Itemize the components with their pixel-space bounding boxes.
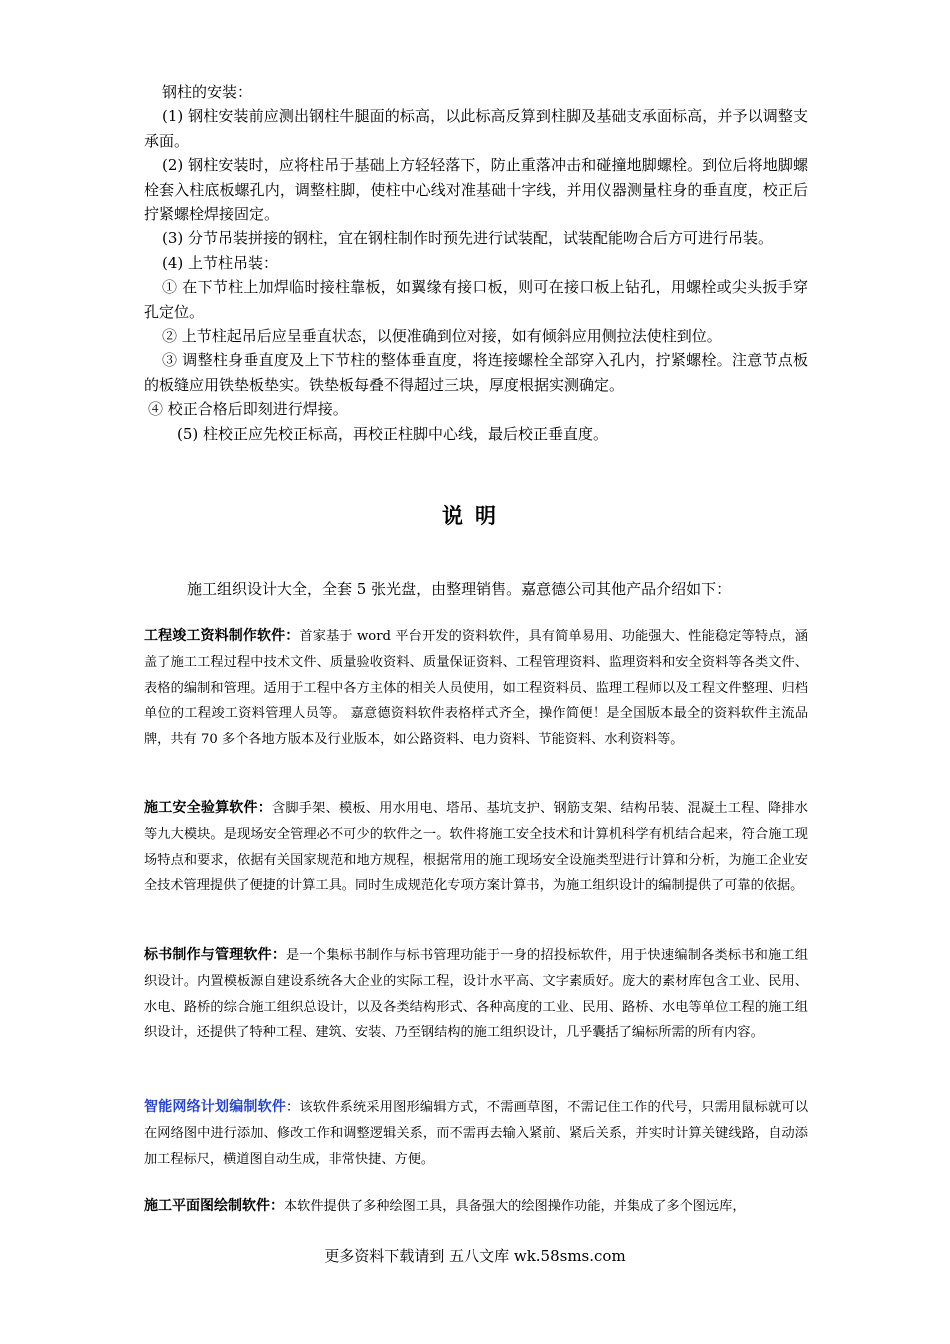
product-description (144, 1194, 808, 1220)
product-name: 工程竣工资料制作软件： (144, 628, 300, 644)
product-text: 是一个集标书制作与标书管理功能于一身的招投标软件，用于快速编制各类标书和施工组织设计。内置模板源自建设系统各大企业的实际工程，设计水平高、文字素质好。庞大的素材库包含工业、民用、水电、路桥的综合施工组织总设计，以及各类结构形式、各种高度的工业、民用、路桥、水电等单位工程的施工组织设计，还提供了特种工程、建筑、安装、乃至钢结构的施工组织设计，几乎囊括了编标所需的所有内容。 (144, 948, 809, 1041)
paragraph-step-1: (1) 钢柱安装前应测出钢柱牛腿面的标高，以此标高反算到柱脚及基础支承面标高，并予以调整支承面。 (144, 107, 808, 150)
product-block (144, 1194, 808, 1220)
paragraph-step-5: (5) 柱校正应先校正标高，再校正柱脚中心线，最后校正垂直度。 (177, 424, 609, 443)
substep-4: ④ 校正合格后即刻进行焊接。 (148, 400, 348, 419)
product-description (144, 943, 808, 1046)
section-heading: 钢柱的安装： (162, 83, 253, 101)
paragraph-step-4: (4) 上节柱吊装： (162, 253, 279, 272)
notes-intro: 施工组织设计大全，全套 5 张光盘，由整理销售。嘉意德公司其他产品介绍如下： (187, 580, 732, 598)
product-block (144, 1095, 808, 1172)
product-text: 本软件提供了多种绘图工具，具备强大的绘图操作功能，并集成了多个图远库， (284, 1199, 746, 1214)
product-text: ：该软件系统采用图形编辑方式，不需画草图，不需记住工作的代号，只需用鼠标就可以在网络图中进行添加、修改工作和调整逻辑关系，而不需再去输入紧前、紧后关系，并实时计算关键线路，自动添加工程标尺，横道图自动生成，非常快捷、方便。 (144, 1100, 809, 1167)
product-text: 首家基于 word 平台开发的资料软件，具有简单易用、功能强大、性能稳定等特点，涵盖了施工工程过程中技术文件、质量验收资料、质量保证资料、工程管理资料、监理资料和安全资料等各类文件、表格的编制和管理。适用于工程中各方主体的相关人员使用，如工程资料员、监理工程师以及工程文件整理、归档单位的工程竣工资料管理人员等。 嘉意德资料软件表格样式齐全，操作简便！是全国版本最全的资料软件主流品牌，共有 70 多个各地方版本及行业版本，如公路资料、电力资料、节能资料、水利资料等。 (144, 629, 808, 748)
product-name: 标书制作与管理软件： (144, 947, 287, 963)
product-block (144, 943, 808, 1046)
product-block (144, 624, 808, 753)
product-name-link[interactable]: 智能网络计划编制软件 (144, 1099, 287, 1115)
steel-column-installation-section (144, 80, 808, 446)
paragraph-step-3: (3) 分节吊装拼接的钢柱，宜在钢柱制作时预先进行试装配，试装配能吻合后方可进行吊装。 (162, 229, 774, 248)
product-name: 施工平面图绘制软件： (144, 1198, 284, 1214)
product-description (144, 796, 808, 899)
substep-3: ③ 调整柱身垂直度及上下节柱的整体垂直度，将连接螺栓全部穿入孔内，拧紧螺栓。注意节点板的板缝应用铁垫板垫实。铁垫板每叠不得超过三块，厚度根据实测确定。 (144, 351, 808, 394)
notes-title: 说明 (442, 504, 508, 528)
substep-1: ① 在下节柱上加焊临时接柱靠板，如翼缘有接口板，则可在接口板上钻孔，用螺栓或尖头扳手穿孔定位。 (144, 278, 808, 321)
product-description (144, 624, 808, 753)
paragraph-step-2: (2) 钢柱安装时，应将柱吊于基础上方轻轻落下，防止重落冲击和碰撞地脚螺栓。到位后将地脚螺栓套入柱底板螺孔内，调整柱脚，使柱中心线对准基础十字线，并用仪器测量柱身的垂直度，校正后拧紧螺栓焊接固定。 (144, 156, 808, 224)
page-footer: 更多资料下载请到 五八文库 wk.58sms.com (324, 1247, 626, 1265)
product-block (144, 796, 808, 899)
substep-2: ② 上节柱起吊后应呈垂直状态，以便准确到位对接，如有倾斜应用侧拉法使柱到位。 (162, 327, 722, 346)
product-text: 含脚手架、模板、用水用电、塔吊、基坑支护、钢筋支架、结构吊装、混凝土工程、降排水等九大模块。是现场安全管理必不可少的软件之一。软件将施工安全技术和计算机科学有机结合起来，符合施工现场特点和要求，依据有关国家规范和地方规程，根据常用的施工现场安全设施类型进行计算和分析，为施工企业安全技术管理提供了便捷的计算工具。同时生成规范化专项方案计算书，为施工组织设计的编制提供了可靠的依据。 (144, 801, 808, 894)
product-description (144, 1095, 808, 1172)
product-name: 施工安全验算软件： (144, 800, 272, 816)
